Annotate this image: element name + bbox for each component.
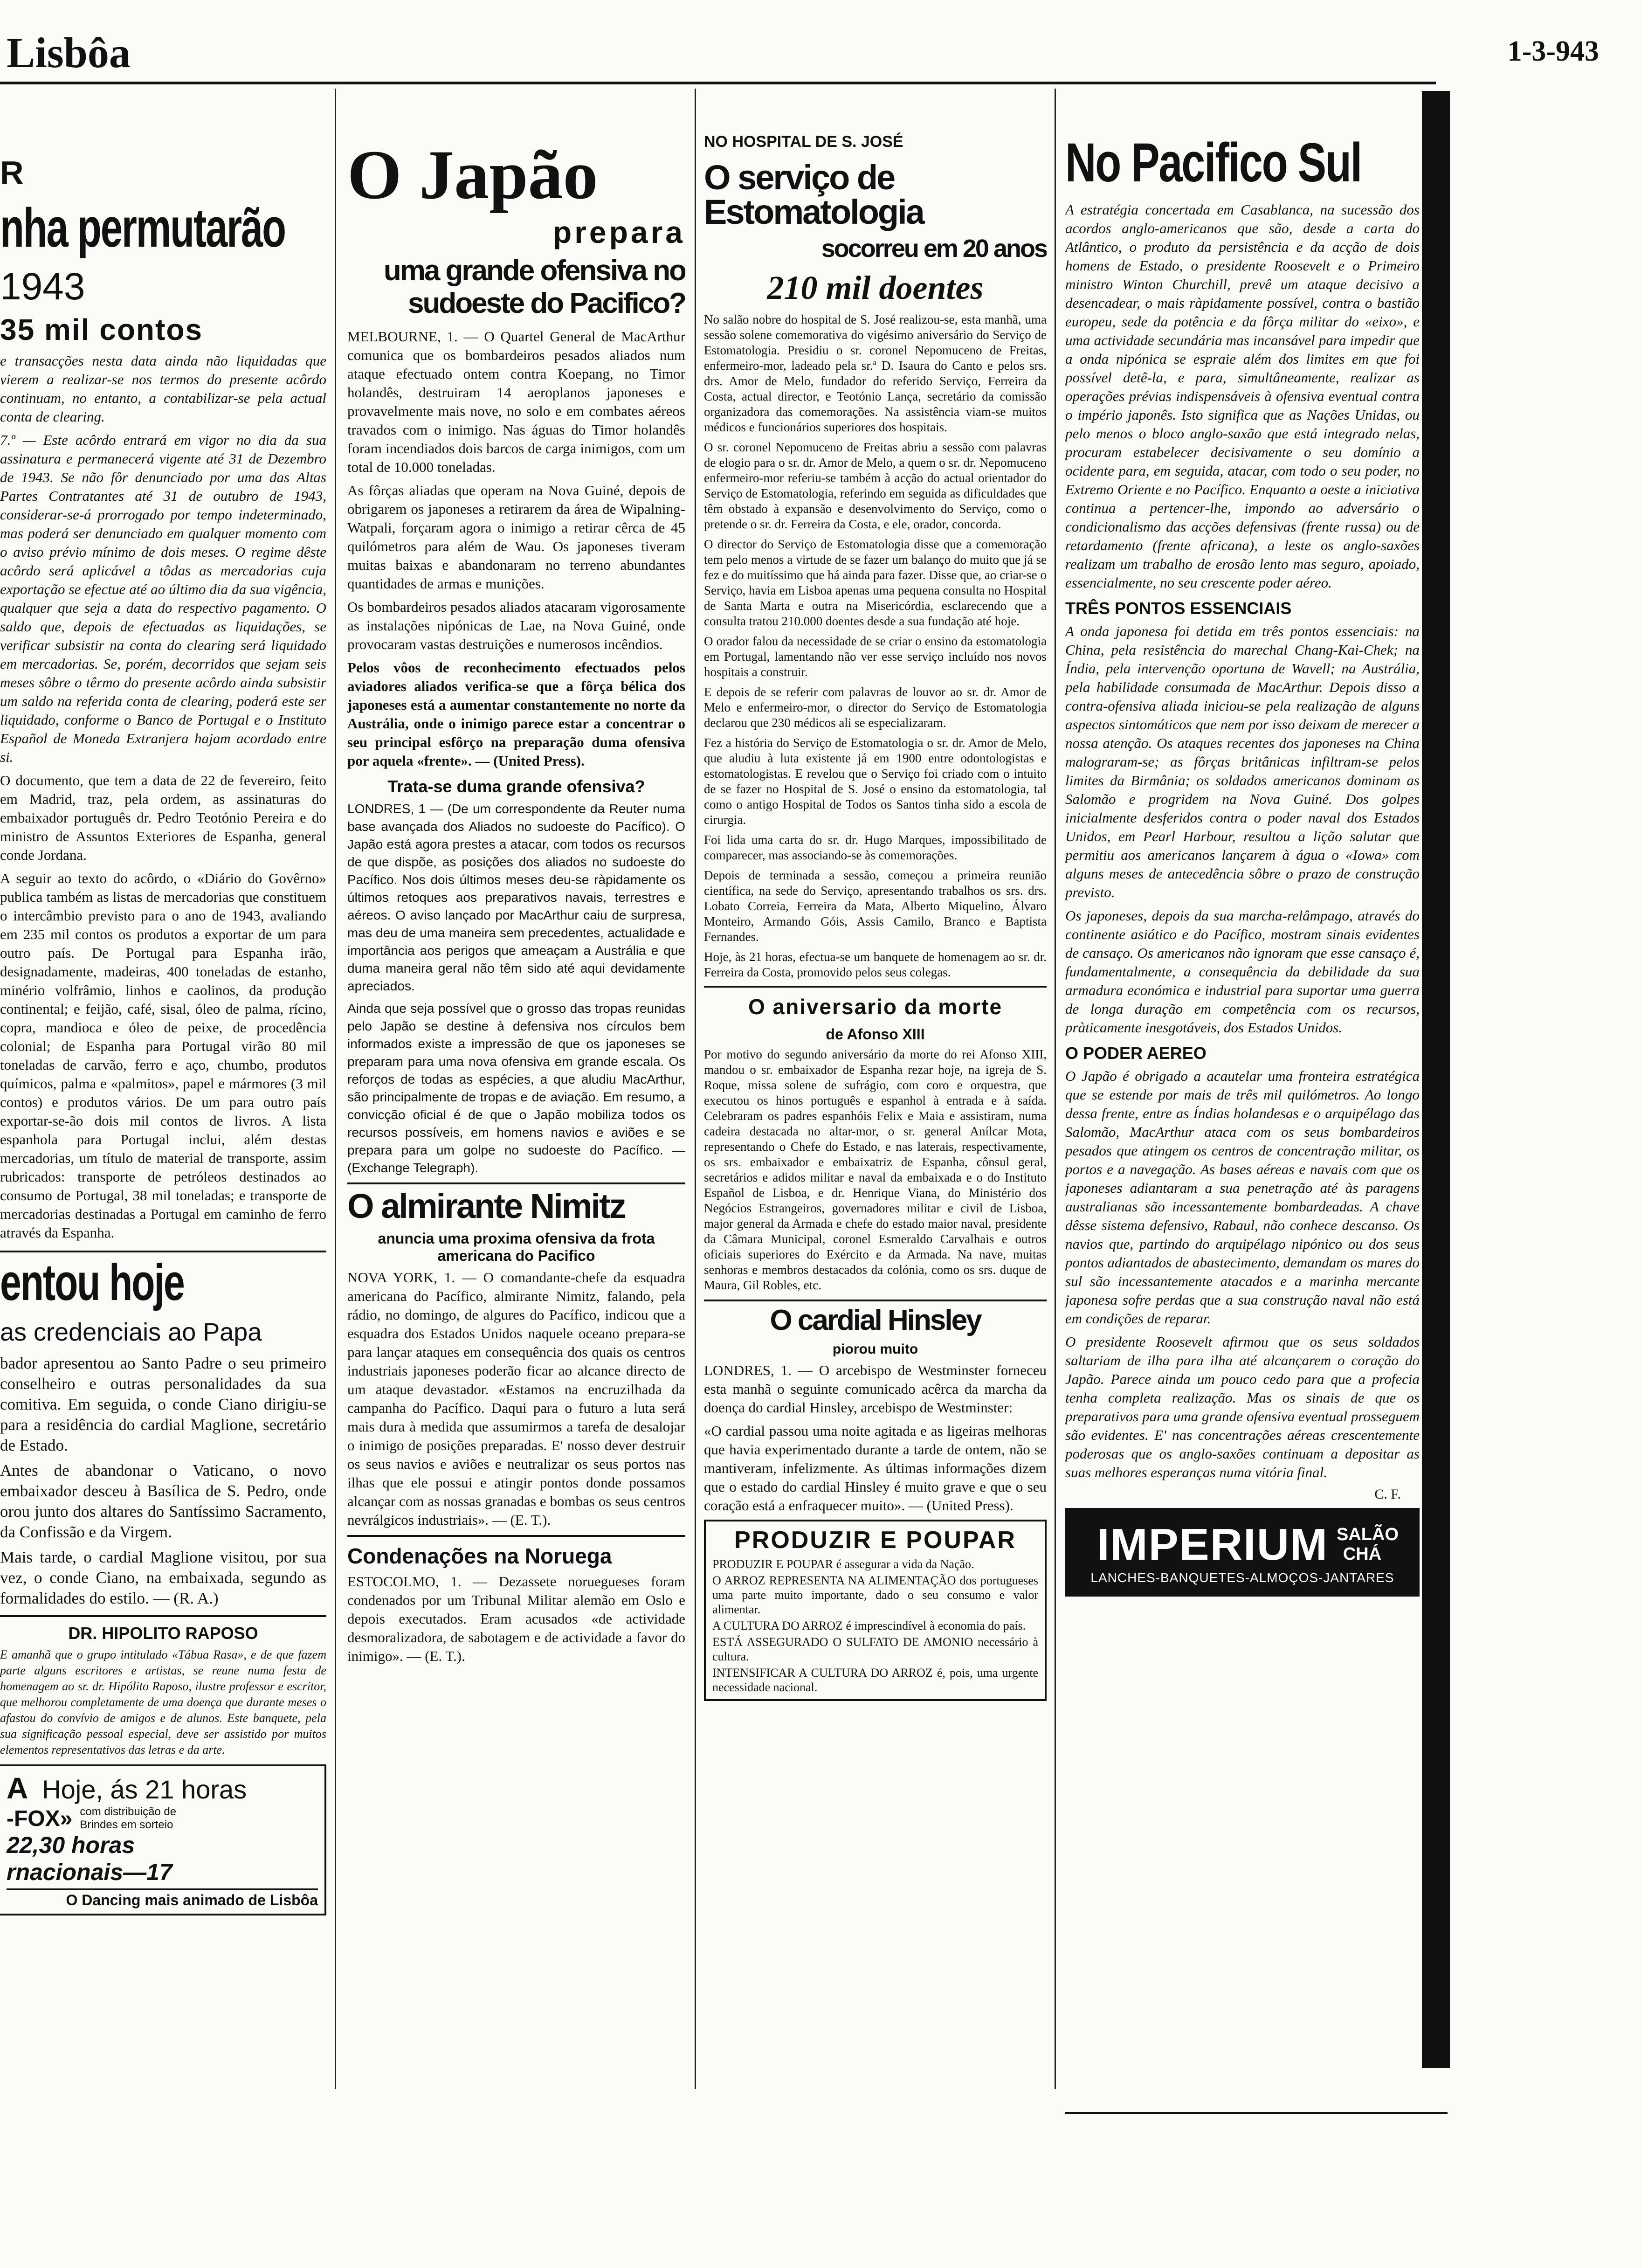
column-divider-2 — [695, 89, 696, 2089]
ad-brand: -FOX» — [7, 1806, 73, 1831]
hinsley-paragraph-1: LONDRES, 1. — O arcebispo de Westminster forneceu esta manhã o seguinte comunicado acêrca da marcha da doença do cardial Hinsley, arcebispo de Westminster: — [704, 1362, 1047, 1416]
japan-paragraph-1: MELBOURNE, 1. — O Quartel General de MacArthur comunica que os bombardeiros pesados aliados num ataque efectuado ontem contra Koepang, no Timor holandês, destruiram 14 aeroplanos japoneses e provavelmente mais nove, no solo e em combates aéreos travados com o inimigo. Nas águas do Timor holandês foram incendiados dois barcos de carga inimigos, com um total de 10.000 toneladas. — [347, 328, 685, 475]
japan-headline: O Japão — [347, 136, 598, 214]
afonso-deck: de Afonso XIII — [826, 1026, 925, 1043]
dancing-ad — [0, 1764, 326, 1915]
column-divider-1 — [335, 89, 336, 2089]
stoma-deck: socorreu em 20 anos — [821, 235, 1047, 263]
afonso-paragraph: Por motivo do segundo aniversário da morte do rei Afonso XIII, mandou o sr. embaixador de Espanha rezar hoje, na igreja de S. Roque, missa solene de sufrágio, com coro e orquestra, que executou os hinos português e espanhol à entrada e à saída. Celebraram os padres espanhóis Felix e Maia e assistiram, numa cadeira destacada no altar-mor, o sr. general Anílcar Mota, representando o Chefe do Estado, e nas laterais, respectivamente, os srs. embaixador e embaixatriz de Espanha, cônsul geral, secretários e adidos militar e naval da embaixada e o do Instituto Español de Lisboa, e dr. Henrique Viana, do Ministério dos Negócios Estrangeiros, governadores militar e civil de Lisboa, major general da Armada e chefe do estado maior naval, presidente da Câmara Municipal, coronel Esmeraldo Carvalhais e outros oficiais superiores do Exército e da Armada. Na nave, muitas senhoras e membros destacados da colónia, como os srs. duque de Maura, Gil Robles, etc. — [704, 1047, 1047, 1292]
col1-amount: 35 mil contos — [0, 313, 203, 346]
col1-paragraph-4: Antes de abandonar o Vaticano, o novo embaixador desceu à Basílica de S. Pedro, onde orou junto dos altares do Santíssimo Sacramento, da Confissão e da Virgem. — [0, 1461, 326, 1541]
masthead-title: Lisbôa — [7, 29, 131, 76]
nimitz-paragraph: NOVA YORK, 1. — O comandante-chefe da esquadra americana do Pacífico, almirante Nimitz, falando, pela rádio, no domingo, de algures do Pacífico, indicou que a esquadra dos Estados Unidos naquele oceano prepara-se para lançar ataques em consequência dos quais os centros industriais japoneses poderão ficar ao alcance directo de um ataque devastador. «Estamos na encruzilhada da campanha do Pacífico. Daqui para o futuro a luta será mais dura à medida que assumirmos a tarefa de desalojar o inimigo de posições preparadas. E' nosso dever destruir os seus navios e aviões e neutralizar os seus portos nas ilhas que ele possui e atingir pontos donde possamos alcançar com as nossas granadas e bombas os seus centros nevrálgicos industriais». — (E. T.). — [347, 1269, 685, 1528]
stoma-kicker: NO HOSPITAL DE S. JOSÉ — [704, 133, 903, 151]
ad-footer: O Dancing mais animado de Lisbôa — [7, 1888, 318, 1909]
afonso-headline: O aniversario da morte — [748, 995, 1003, 1019]
column-2 — [347, 89, 685, 2103]
raposo-title: DR. HIPOLITO RAPOSO — [68, 1624, 258, 1643]
masthead-rule — [0, 82, 1436, 84]
col1-clause: 7.º — Este acôrdo entrará em vigor no dia da sua assinatura e permanecerá vigente até 31 de Dezembro de 1943. Se não fôr denunciado por uma das Altas Partes Contratantes até 31 de outubro de 1943, considerar-se-á prorrogado por tempo indeterminado, mas poderá ser denunciado em qualquer momento com o aviso prévio mínimo de dois meses. O regime dêste acôrdo será aplicável a tôdas as mercadorias cuja exportação se efectue até ao último dia da sua vigência, qualquer que seja a data do respectivo pagamento. O saldo que, depois de efectuadas as liquidações, se verificar subsistir na conta do clearing será liquidado em mercadorias. Se, porém, decorridos que sejam seis meses sôbre o têrmo do presente acôrdo ainda subsistir um saldo na referida conta de clearing, poderá este ser liquidado, conforme o Banco de Portugal e o Instituto Español de Moneda Extranjera hajam acordado entre si. — [0, 432, 326, 765]
masthead-date: 1-3-943 — [1507, 35, 1599, 67]
produzir-line-4: ESTÁ ASSEGURADO O SULFATO DE AMONIO necessário à cultura. — [712, 1635, 1038, 1663]
footer-rule — [1065, 2112, 1448, 2114]
produzir-headline: PRODUZIR E POUPAR — [734, 1527, 1016, 1554]
col1-paragraph-5: Mais tarde, o cardial Maglione visitou, por sua vez, o conde Ciano, na embaixada, segundo as formalidades do estilo. — (R. A.) — [0, 1548, 326, 1607]
pacifico-paragraph-2: A onda japonesa foi detida em três pontos essenciais: na China, pela resistência do marechal Chang-Kai-Chek; na Índia, pela intervenção oportuna de Wavell; na Austrália, pela habilidade consumada de MacArthur. Depois disso a contra-ofensiva aliada iniciou-se pela realização de alguns aspectos sintomáticos que nem por isso deixam de merecer a nossa atenção. Os ataques recentes dos japoneses na China malograram-se; as fôrças britânicas infiltram-se pelos limites da Birmânia; os soldados americanos dominam as Salomão e progridem na Nova Guiné. Dos golpes inicialmente desferidos contra o poder naval dos Estados Unidos, em Pearl Harbour, resultou a lição salutar que permitiu aos americanos lançarem à água o «Iowa» com alguns meses de antecedência sôbre o prazo de construção previsto. — [1065, 623, 1420, 900]
japan-paragraph-3: Os bombardeiros pesados aliados atacaram vigorosamente as instalações nipónicas de Lae, na Nova Guiné, onde provocaram vastas destruições e numerosos incêndios. — [347, 599, 685, 652]
col1-paragraph-1: O documento, que tem a data de 22 de fevereiro, feito em Madrid, traz, pela ordem, as assinaturas do embaixador português dr. Pedro Teotónio Pereira e do ministro de Assuntos Exteriores de Espanha, general conde Jordana. — [0, 772, 326, 863]
column-divider-3 — [1055, 89, 1056, 2089]
ad-kicker: A — [7, 1771, 28, 1805]
produzir-line-2: O ARROZ REPRESENTA NA ALIMENTAÇÃO dos portugueses uma parte muito importante, dado o seu consumo e valor alimentar. — [712, 1574, 1038, 1616]
stoma-paragraph-4: O orador falou da necessidade de se criar o ensino da estomatologia em Portugal, lamentando não ver esse serviço incluído nos novos hospitais a construir. — [704, 634, 1047, 679]
stoma-paragraph-2: O sr. coronel Nepomuceno de Freitas abriu a sessão com palavras de elogio para o sr. dr. Amor de Melo, a quem o sr. dr. Nepomuceno enfermeiro-mor referiu-se também à acção do actual orientador do Serviço de Estomatologia, referindo em seguida as dificuldades que têm obstado à expansão e desenvolvimento do Serviço, como o pretende o sr. dr. Ferreira da Costa, e ele, orador, concorda. — [704, 440, 1047, 531]
pacifico-subhead-2: O PODER AEREO — [1065, 1044, 1207, 1063]
produzir-line-1: PRODUZIR E POUPAR é assegurar a vida da Nação. — [712, 1557, 974, 1571]
col1-paragraph-2: A seguir ao texto do acôrdo, o «Diário do Govêrno» publica também as listas de mercadorias que constituem o intercâmbio previsto para o ano de 1943, avaliando em 235 mil contos os produtos a exportar de um para outro país. De Portugal para Espanha irão, designadamente, madeiras, 400 toneladas de estanho, minério volfrâmio, linhos e caolinos, da produção continental; e feijão, café, sisal, óleo de palma, rícino, copra, mandioca e óleo de peixe, de procedência colonial; de Espanha para Portugal virão 80 mil toneladas de carvão, ferro e aço, chumbo, produtos químicos, palma e «palmitos», papel e mármores (3 mil contos) e produtos vários. De um para outro país exportar-se-ão dois mil contos de livros. A lista espanhola para Portugal inclui, além destas mercadorias, um título de material de transporte, assim rubricados: transporte de petróleos destinados ao consumo de Portugal, 38 mil toneladas; e transporte de mercadorias destinadas a Portugal em caminho de ferro através da Espanha. — [0, 870, 326, 1241]
stoma-paragraph-9: Hoje, às 21 horas, efectua-se um banquete de homenagem ao sr. dr. Ferreira da Costa, promovido pelos seus colegas. — [704, 950, 1047, 979]
japan-deck: uma grande ofensiva no sudoeste do Pacifico? — [383, 255, 685, 319]
hinsley-deck: piorou muito — [832, 1341, 918, 1357]
right-margin-bar — [1422, 91, 1450, 2068]
pacifico-signature: C. F. — [1374, 1487, 1401, 1502]
raposo-text: E amanhã que o grupo intitulado «Tábua Rasa», e de que fazem parte alguns escritores e artistas, se reune numa festa de homenagem ao sr. dr. Hipólito Raposo, ilustre professor e escritor, que melhorou completamente de uma doença que durante meses o afastou do convívio de amigos e de alunos. Este banquete, pela sua significação pessoal especial, deve ser assistido por muitos elementos representativos das letras e da arte. — [0, 1648, 326, 1756]
produzir-line-5: INTENSIFICAR A CULTURA DO ARROZ é, pois, uma urgente necessidade nacional. — [712, 1666, 1038, 1694]
stoma-paragraph-6: Fez a história do Serviço de Estomatologia o sr. dr. Amor de Melo, que aludiu à luta existente já em 1900 entre odontologistas e estomatologistas. E revelou que o Serviço foi criado com o intuito de se fazer no Hospital de S. José o ensino da estomatologia, tal como o antigo Hospital de Todos os Santos tinha sido a escola de cirurgia. — [704, 736, 1047, 827]
col1-kicker: R — [0, 154, 24, 191]
stoma-paragraph-5: E depois de se referir com palavras de louvor ao sr. dr. Amor de Melo e enfermeiro-mor, o director do Serviço de Estomatologia declarou que 230 médicos ali se especializaram. — [704, 685, 1047, 730]
column-3 — [704, 89, 1047, 2103]
stoma-paragraph-7: Foi lida uma carta do sr. dr. Hugo Marques, impossibilitado de comparecer, mas associando-se às comemorações. — [704, 833, 1047, 862]
japan-headline-b: prepara — [552, 215, 685, 249]
col1-headline: nha permutarão — [0, 197, 285, 259]
pacifico-paragraph-4: O Japão é obrigado a acautelar uma fronteira estratégica que se estende por mais de três mil quilómetros. Ao longo dessa frente, entre as Índias holandesas e o arquipélago das Salomão, MacArthur ataca com os seus bombardeiros pesados que atingem os centros de concentração militar, os portos e a navegação. As bases aéreas e navais com que os japoneses adiantaram a sua penetração até às paragens australianas são incessantemente bombardeadas. A chave dêsse sistema defensivo, Rabaul, não conhece descanso. Os navios que, partindo do arquipélago nipónico ou dos seus pontos adiantados de abastecimento, demandam os mares do sul são incessantemente atacados e a marinha mercante japonesa sofre perdas que a sua construção naval não está em condições de reparar. — [1065, 1068, 1420, 1327]
col1-headline-2: entou hoje — [0, 1254, 184, 1311]
norway-paragraph: ESTOCOLMO, 1. — Dezassete noruegueses foram condenados por um Tribunal Militar alemão em Oslo e depois executados. Eram acusados «de actividade desmoralizadora, de sabotagem e de actividade a favor do inimigo». — (E. T.). — [347, 1573, 685, 1664]
japan-paragraph-4: Pelos vôos de reconhecimento efectuados pelos aviadores aliados verifica-se que a fôrça bélica dos japoneses está a aumentar constantemente no norte da Austrália, onde o inimigo parece estar a concentrar o seu principal esfôrço na preparação duma ofensiva por aquela «frente». — (United Press). — [347, 659, 685, 769]
japan-paragraph-5: LONDRES, 1 — (De um correspondente da Reuter numa base avançada dos Aliados no sudoeste do Pacífico). O Japão está agora prestes a atacar, com todos os recursos de que dispõe, as posições dos aliados no sudoeste do Pacífico. Nos dois últimos meses deu-se ràpidamente os últimos retoques aos preparativos navais, terrestres e aéreos. O aviso lançado por MacArthur caiu de surpresa, mas deu de uma maneira sem precedentes, actualidade e importância aos perigos que ameaçam a Austrália e que duma maneira geral não têm sido até aqui devidamente apreciados. — [347, 802, 685, 993]
stoma-paragraph-1: No salão nobre do hospital de S. José realizou-se, esta manhã, uma sessão solene comemorativa do vigésimo aniversário do Serviço de Estomatologia. Presidiu o sr. coronel Nepomuceno de Freitas, enfermeiro-mor, ladeado pela sr.ª D. Isaura do Canto e pelos srs. drs. Amor de Melo, fundador do referido Serviço, Ferreira da Costa, actual director, e Teotónio Lança, secretário da comissão organizadora das comemorações. Na assistência viam-se muitos médicos e funcionários superiores dos hospitais. — [704, 312, 1047, 434]
japan-subhead: Trata-se duma grande ofensiva? — [387, 777, 645, 796]
col1-year: 1943 — [0, 265, 85, 308]
imperium-brand: IMPERIUM — [1097, 1520, 1328, 1570]
stoma-number: 210 mil doentes — [767, 269, 984, 306]
ad-title: Hoje, ás 21 horas — [42, 1775, 247, 1804]
norway-headline: Condenações na Noruega — [347, 1544, 612, 1568]
japan-paragraph-2: As fôrças aliadas que operam na Nova Guiné, depois de obrigarem os japoneses a retirarem da área de Wipalning-Watpali, forçaram agora o inimigo a retirar cêrca de 45 quilómetros para além de Wau. Os japoneses tiveram muitas baixas e abandonaram no terreno abundantes quantidades de armas e munições. — [347, 482, 685, 592]
ad-time: 22,30 horas — [7, 1832, 135, 1858]
pacifico-headline: No Pacifico Sul — [1065, 132, 1361, 194]
ad-note: com distribuição de Brindes em sorteio — [80, 1805, 177, 1831]
pacifico-paragraph-5: O presidente Roosevelt afirmou que os seus soldados saltariam de ilha para ilha até alcançarem o coração do Japão. Parece ainda um pouco cedo para que a profecia tenha completa realização. Mas os sinais de que os preparativos para uma grande ofensiva eventual prosseguem são evidentes. E' nas concentrações aéreas crescentemente poderosas que os anglo-saxões continuam a depositar as suas melhores esperanças numa vitória final. — [1065, 1334, 1420, 1480]
column-4 — [1065, 89, 1420, 2112]
stoma-headline: O serviço de Estomatologia — [704, 158, 924, 231]
col1-intro: e transacções nesta data ainda não liquidadas que vierem a realizar-se nos termos do presente acôrdo continuam, no entanto, a contabilizar-se pela actual conta de clearing. — [0, 353, 326, 425]
japan-paragraph-6: Ainda que seja possível que o grosso das tropas reunidas pelo Japão se destine à defensiva nos círculos bem informados existe a impressão de que os japoneses se preparam para uma nova ofensiva em grande escala. Os reforços de todas as espécies, a que aludiu MacArthur, são principalmente de tropas e de aviação. Em resumo, a convicção oficial é de que o Japão mobiliza todos os recursos possíveis, em homens navios e aviões e se prepara para um golpe no sudoeste do Pacífico. — (Exchange Telegraph). — [347, 1001, 685, 1175]
imperium-line: LANCHES-BANQUETES-ALMOÇOS-JANTARES — [1090, 1570, 1394, 1585]
ad-intl: rnacionais—17 — [7, 1859, 172, 1885]
nimitz-headline: O almirante Nimitz — [347, 1187, 625, 1225]
column-1 — [0, 89, 326, 2103]
produzir-box — [704, 1520, 1047, 1701]
stoma-paragraph-3: O director do Serviço de Estomatologia disse que a comemoração tem pelo menos a virtude de se fazer um balanço do muito que já se fez e do muitíssimo que há ainda para fazer. Disse que, ao criar-se o Serviço, havia em Lisboa apenas uma pequena consulta no Hospital de Santa Marta e outra na Misericórdia, esclarecendo que a consulta tratou 210.000 doentes desde a sua fundação até hoje. — [704, 537, 1047, 628]
hinsley-paragraph-2: «O cardial passou uma noite agitada e as ligeiras melhoras que havia experimentado durante a tarde de ontem, não se mantiveram, infelizmente. As últimas informações dizem que o estado do cardial Hinsley é muito grave e que o seu coração está a enfraquecer muito». — (United Press). — [704, 1423, 1047, 1514]
col1-subhead-2: as credenciais ao Papa — [0, 1318, 262, 1346]
imperium-side: SALÃO CHÁ — [1337, 1525, 1399, 1564]
hinsley-headline: O cardial Hinsley — [770, 1304, 981, 1336]
imperium-ad — [1065, 1508, 1420, 1597]
pacifico-paragraph-3: Os japoneses, depois da sua marcha-relâmpago, através do continente asiático e do Pacífico, mostram sinais evidentes de cansaço. Os americanos não ignoram que esse cansaço é, fundamentalmente, a consequência da debilidade da sua armadura económica e industrial para suportar uma guerra de longa duração em competência com os recursos, pràticamente inesgotáveis, dos Estados Unidos. — [1065, 907, 1420, 1036]
produzir-line-3: A CULTURA DO ARROZ é imprescindível à economia do país. — [712, 1619, 1026, 1632]
col1-paragraph-3: bador apresentou ao Santo Padre o seu primeiro conselheiro e outras personalidades da sua comitiva. Em seguida, o conde Ciano dirigiu-se para a residência do cardial Maglione, secretário de Estado. — [0, 1354, 326, 1454]
nimitz-deck: anuncia uma proxima ofensiva da frota americana do Pacifico — [378, 1230, 655, 1264]
stoma-paragraph-8: Depois de terminada a sessão, começou a primeira reunião científica, na sede do Serviço, apresentando trabalhos os srs. drs. Lobato Correia, Ferreira da Mata, Alberto Miquelino, Álvaro Monteiro, Armando Góis, Assis Camilo, Branco e Baptista Fernandes. — [704, 868, 1047, 944]
pacifico-subhead-1: TRÊS PONTOS ESSENCIAIS — [1065, 599, 1292, 618]
pacifico-paragraph-1: A estratégia concertada em Casablanca, na sucessão dos acordos anglo-americanos que são, desde a carta do Atlântico, o produto da persistência e da acção de dois homens de Estado, o presidente Roosevelt e o Primeiro ministro Winton Churchill, prevê um ataque decisivo a desencadear, o mais ràpidamente possível, contra o bastião europeu, sede da potência e da fôrça militar do «eixo», e uma actividade secundária mas incansável para impedir que a onda nipónica se espraie além dos limites em que foi possível detê-la, e para, simultâneamente, realizar as operações prévias indispensáveis à ofensiva eventual contra o império japonês. Isto significa que as Nações Unidas, ou pelo menos o bloco anglo-saxão que está integrado nelas, procuram estabelecer decisivamente o seu domínio a ocidente para, em seguida, atacar, com todo o seu poder, no Extremo Oriente e no Pacífico. Enquanto a oeste a iniciativa continua a pertencer-lhe, impondo ao adversário o condicionalismo das acções defensivas (frente russa) ou de retardamento (frente africana), a leste os anglo-saxões realizam um trabalho de erosão lento mas seguro, apoiado, essencialmente, no seu crescente poder aéreo. — [1065, 201, 1420, 591]
